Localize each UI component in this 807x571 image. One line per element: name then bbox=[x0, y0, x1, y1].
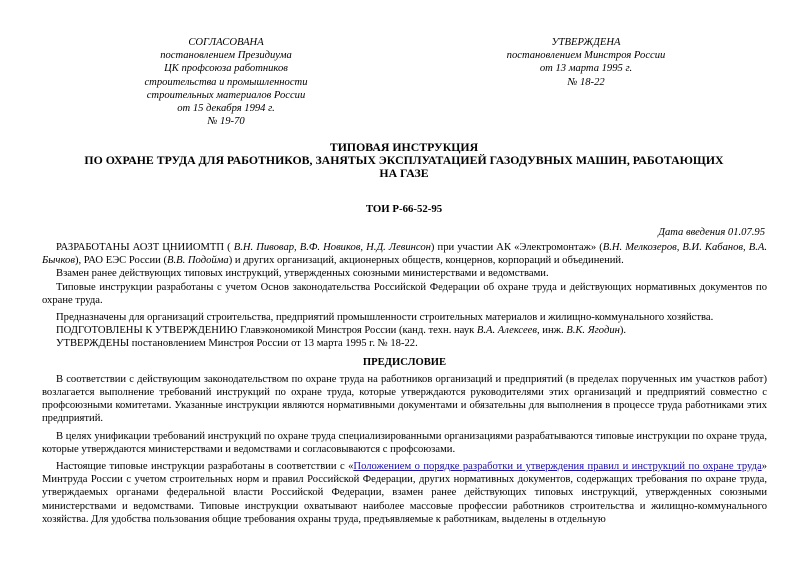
document-title bbox=[30, 141, 778, 180]
preface-p1-line: В соответствии с действующим законодательством по охране труда на работников организаций и предприятий (в пределах порученных им участков bbox=[56, 373, 736, 385]
agreed-line: № 19-70 bbox=[207, 116, 245, 128]
regulation-link[interactable]: Положением о порядке разработки и утверждения правил и инструкций по охране труда bbox=[353, 461, 762, 473]
agreed-line: строительства и промышленности bbox=[144, 76, 308, 88]
developed-authors-1: В.Н. Пивовар, В.Ф. Новиков, Н.Д. Левинсон bbox=[233, 242, 431, 253]
developed-authors-3: В.В. Подойма bbox=[167, 255, 229, 267]
preface-p1-line: работ) возлагается выполнение требований инструкций по охране труда, которые утверждаются руководителями этих организаций и предприятий bbox=[42, 373, 767, 399]
prepared-suffix: ). bbox=[619, 325, 627, 337]
title-line-1: ТИПОВАЯ ИНСТРУКЦИЯ bbox=[329, 140, 479, 154]
basis-paragraph: Типовые инструкции разработаны с учетом Основ законодательства Российской Федерации об охране труда и действующих нормативных документов по охране труда. bbox=[42, 281, 767, 306]
developed-mid-1: ) при участии АК «Электромонтаж» ( bbox=[430, 242, 603, 253]
developed-mid-2: ), РАО ЕЭС России ( bbox=[74, 255, 168, 267]
intended-paragraph: Предназначены для организаций строительства, предприятий промышленности строительных материалов и жилищно-коммунального хозяйства. bbox=[56, 312, 714, 324]
prepared-prefix: ПОДГОТОВЛЕНЫ К УТВЕРЖДЕНИЮ Главэкономикой Минстроя России (канд. техн. наук bbox=[56, 325, 477, 337]
preface-p1-line: работниками этих предприятий. bbox=[42, 400, 768, 425]
developed-authors-2: В.Н. Мелкозеров, В.И. Кабанов, В.А. Бычков bbox=[42, 242, 767, 267]
preface-paragraph-2: В целях унификации требований инструкций по охране труда специализированными организациями разрабатываются типовые инструкции по охране труда, которые утверждаются министерствами и ведомствами и согласовываются с профсоюзами. bbox=[42, 430, 767, 455]
document-code: ТОИ Р-66-52-95 bbox=[365, 203, 443, 215]
developed-paragraph bbox=[42, 241, 767, 267]
preface-paragraph-3 bbox=[42, 460, 767, 526]
prepared-paragraph bbox=[42, 324, 767, 337]
approved-line: от 13 марта 1995 г. bbox=[539, 63, 633, 75]
preface-p3-prefix: Настоящие типовые инструкции разработаны в соответствии с « bbox=[56, 461, 354, 473]
preface-heading: ПРЕДИСЛОВИЕ bbox=[362, 356, 447, 368]
preface-p1-line: совместно с профсоюзными комитетами. Указанные инструкции являются нормативными документами и обязательны для выполнения в процессе труда bbox=[42, 387, 768, 412]
agreed-line: постановлением Президиума bbox=[160, 50, 292, 62]
preface-paragraph-1 bbox=[42, 373, 767, 426]
approved-line: постановлением Минстроя России bbox=[506, 50, 666, 62]
agreed-stamp-block bbox=[120, 36, 332, 128]
approved-stamp-block bbox=[480, 36, 692, 89]
approved-line: УТВЕРЖДЕНА bbox=[551, 37, 621, 48]
agreed-line: строительных материалов России bbox=[146, 89, 306, 101]
approved-line: № 18-22 bbox=[567, 76, 605, 88]
title-line-3: НА ГАЗЕ bbox=[379, 166, 429, 180]
prepared-mid: , инж. bbox=[536, 325, 567, 337]
replaced-paragraph: Взамен ранее действующих типовых инструкций, утвержденных союзными министерствами и ведомствами. bbox=[56, 268, 549, 280]
agreed-line: ЦК профсоюза работников bbox=[164, 63, 288, 75]
prepared-author-2: В.К. Ягодин bbox=[566, 325, 620, 337]
approved-paragraph: УТВЕРЖДЕНЫ постановлением Минстроя России от 13 марта 1995 г. № 18-22. bbox=[56, 338, 418, 350]
agreed-line: СОГЛАСОВАНА bbox=[188, 37, 264, 48]
preface-p3-suffix: » Минтруда России с учетом строительных норм и правил Российской Федерации, других нормативных документов, содержащих требования по охране труда, утверждаемых органами федеральной власти Российской Федерации, взамен ранее действующих типовых инструкций, утвержденных союзными министерствами и ведомствами. Типовые инструкции охватывают наиболее массовые профессии работников строительства и жилищно-коммунального хозяйства. Для удобства пользования общие требования охраны труда, предъявляемые к работникам, выделены в отдельную bbox=[42, 461, 767, 525]
document-body bbox=[42, 241, 767, 526]
title-line-2: ПО ОХРАНЕ ТРУДА ДЛЯ РАБОТНИКОВ, ЗАНЯТЫХ ЭКСПЛУАТАЦИЕЙ ГАЗОДУВНЫХ МАШИН, РАБОТАЮЩИХ bbox=[84, 153, 724, 167]
prepared-author-1: В.А. Алексеев bbox=[476, 325, 537, 337]
developed-suffix: ) и других организаций, акционерных обществ, концернов, корпораций и объединений. bbox=[228, 255, 624, 267]
developed-prefix: РАЗРАБОТАНЫ АОЗТ ЦНИИОМТП ( bbox=[56, 242, 234, 253]
agreed-line: от 15 декабря 1994 г. bbox=[177, 103, 275, 115]
introduction-date: Дата введения 01.07.95 bbox=[658, 227, 765, 238]
